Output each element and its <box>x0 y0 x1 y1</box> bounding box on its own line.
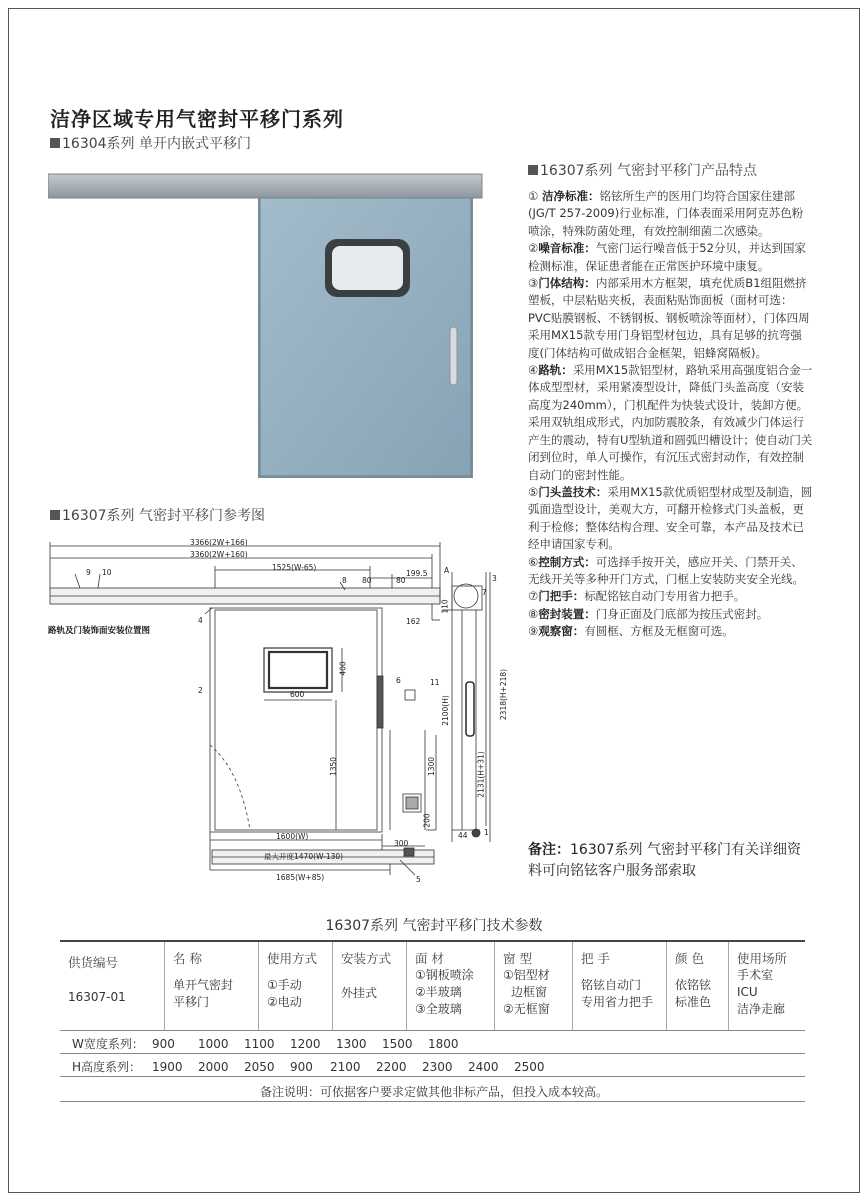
spec-table <box>60 940 805 1031</box>
feature-item: ① 洁净标准：铭铉所生产的医用门均符合国家住建部(JG/T 257-2009)行业标准，门体表面采用阿克苏色粉喷涂，特殊防菌处理，有效控制细菌二次感染。 <box>528 189 804 238</box>
callout-4: 4 <box>198 616 203 625</box>
feature-item: ⑤门头盖技术：采用MX15款优质铝型材成型及制造，圆弧面造型设计，美观大方，可翻开检修式门头盖板，更利于检修；整体结构合理、安全可靠，本产品及技术已经申请国家专利。 <box>528 484 813 552</box>
dim-162: 162 <box>406 617 421 626</box>
row-divider <box>60 1076 805 1077</box>
callout-1: 1 <box>484 828 489 837</box>
row-divider <box>60 1101 805 1102</box>
dim-1525: 1525(W-65) <box>272 563 317 572</box>
dim-1600: 1600(W) <box>276 832 309 841</box>
callout-11: 11 <box>430 678 440 687</box>
page-title: 洁净区域专用气密封平移门系列 <box>50 107 344 131</box>
feature-item: ②噪音标准：气密门运行噪音低于52分贝，并达到国家检测标准，保证患者能在正常医护环境中康复。 <box>528 241 806 273</box>
note-block: 备注：16307系列 气密封平移门有关详细资料可向铭铉客户服务部索取 <box>528 842 801 879</box>
callout-7: 7 <box>482 588 487 597</box>
dim-200: 200 <box>422 813 432 828</box>
door-handle <box>450 327 457 385</box>
table-title: 16307系列 气密封平移门技术参数 <box>325 918 543 934</box>
window-glass <box>332 246 403 290</box>
col-handle: 把 手 铭铉自动门 专用省力把手 <box>572 942 666 1030</box>
dim-1685: 1685(W+85) <box>276 873 325 882</box>
rail-label: 路轨及门装饰面安装位置图 <box>48 626 151 636</box>
callout-A: A <box>444 566 450 575</box>
row-divider <box>60 1053 805 1054</box>
square-bullet-icon <box>50 510 60 520</box>
dim-110: 110 <box>440 599 450 614</box>
dim-1300: 1300 <box>427 756 437 777</box>
section-heading-16307-drawing: 16307系列 气密封平移门参考图 <box>50 505 265 525</box>
dim-3360: 3360(2W+160) <box>190 550 248 559</box>
feature-item: ⑨观察窗：有圆框、方框及无框窗可选。 <box>528 624 734 639</box>
drawing-labels <box>40 530 510 890</box>
dim-199-5: 199.5 <box>406 569 428 578</box>
dim-3366: 3366(2W+166) <box>190 538 248 547</box>
square-bullet-icon <box>528 165 538 175</box>
col-surface: 面 材 ①钢板喷涂 ②半玻璃 ③全玻璃 <box>406 942 494 1030</box>
dim-2100: 2100(H) <box>440 695 450 726</box>
table-remark: 备注说明：可依据客户要求定做其他非标产品，但投入成本较高。 <box>259 1085 608 1099</box>
dim-44: 44 <box>458 831 468 840</box>
col-location: 使用场所 手术室 ICU 洁净走廊 <box>728 942 805 1030</box>
col-install: 安装方式 外挂式 <box>332 942 406 1030</box>
feature-item: ④路轨：采用MX15款铝型材，路轨采用高强度铝合金一体成型型材，采用紧凑型设计，降低门头盖高度（安装高度为240mm），门机配件为快装式设计，装卸方便。采用双轨组成形式，内加防震胶条，有效减少门体运行产生的震动，特有U型轨道和圆弧凹槽设计；使自动门关闭到位时，单人可操作，有沉压式密封动作，有效控制自动门的密封性能。 <box>528 363 813 482</box>
square-bullet-icon <box>50 138 60 148</box>
callout-10: 10 <box>102 568 112 577</box>
width-series-row: W宽度系列： 900 1000 1100 1200 1300 1500 1800 <box>72 1037 459 1051</box>
col-color: 颜 色 依铭铉 标准色 <box>666 942 728 1030</box>
feature-item: ⑦门把手：标配铭铉自动门专用省力把手。 <box>528 589 746 604</box>
dim-400: 400 <box>338 661 348 676</box>
door-header-bar <box>48 174 482 198</box>
height-series-row: H高度系列： 1900 2000 2050 900 2100 2200 2300 2400 2500 <box>72 1060 545 1074</box>
col-window: 窗 型 ①铝型材 边框窗 ②无框窗 <box>494 942 572 1030</box>
section-heading-features: 16307系列 气密封平移门产品特点 <box>528 160 757 180</box>
callout-8: 8 <box>342 576 347 585</box>
section-heading-16304: 16304系列 单开内嵌式平移门 <box>50 133 251 153</box>
dim-300: 300 <box>394 839 409 848</box>
dim-2131: 2131(H+31) <box>476 751 486 798</box>
door-illustration <box>48 172 488 482</box>
feature-item: ⑧密封装置：门身正面及门底部为按压式密封。 <box>528 606 769 621</box>
dim-1470: 最大开度1470(W-130) <box>264 852 344 861</box>
callout-5: 5 <box>416 875 421 884</box>
callout-3: 3 <box>492 574 497 583</box>
col-usage: 使用方式 ①手动 ②电动 <box>258 942 332 1030</box>
callout-6: 6 <box>396 676 401 685</box>
callout-2: 2 <box>198 686 203 695</box>
dim-2318: 2318(H+218) <box>499 668 509 721</box>
col-name: 名 称 单开气密封 平移门 <box>164 942 258 1030</box>
feature-item: ⑥控制方式：可选择手按开关，感应开关、门禁开关、无线开关等多种开门方式，门框上安装防夹安全光线。 <box>528 554 804 586</box>
dim-1350: 1350 <box>329 756 339 777</box>
dim-80-a: 80 <box>362 576 372 585</box>
dim-600: 600 <box>290 690 305 699</box>
col-supply-code: 供货编号 16307-01 <box>68 955 126 1004</box>
dim-80-b: 80 <box>396 576 406 585</box>
features-list <box>528 188 813 641</box>
feature-item: ③门体结构：内部采用木方框架，填充优质B1组阻燃挤塑板，中层粘贴夹板，表面粘贴饰面板（面材可选：PVC贴膜钢板、不锈钢板、钢板喷涂等面材），门体四周采用MX15款专用门身铝型材包边，具有足够的抗弯强度(门体结构可做成铝合金框架，铝蜂窝隔板)。 <box>528 276 810 360</box>
callout-9: 9 <box>86 568 91 577</box>
